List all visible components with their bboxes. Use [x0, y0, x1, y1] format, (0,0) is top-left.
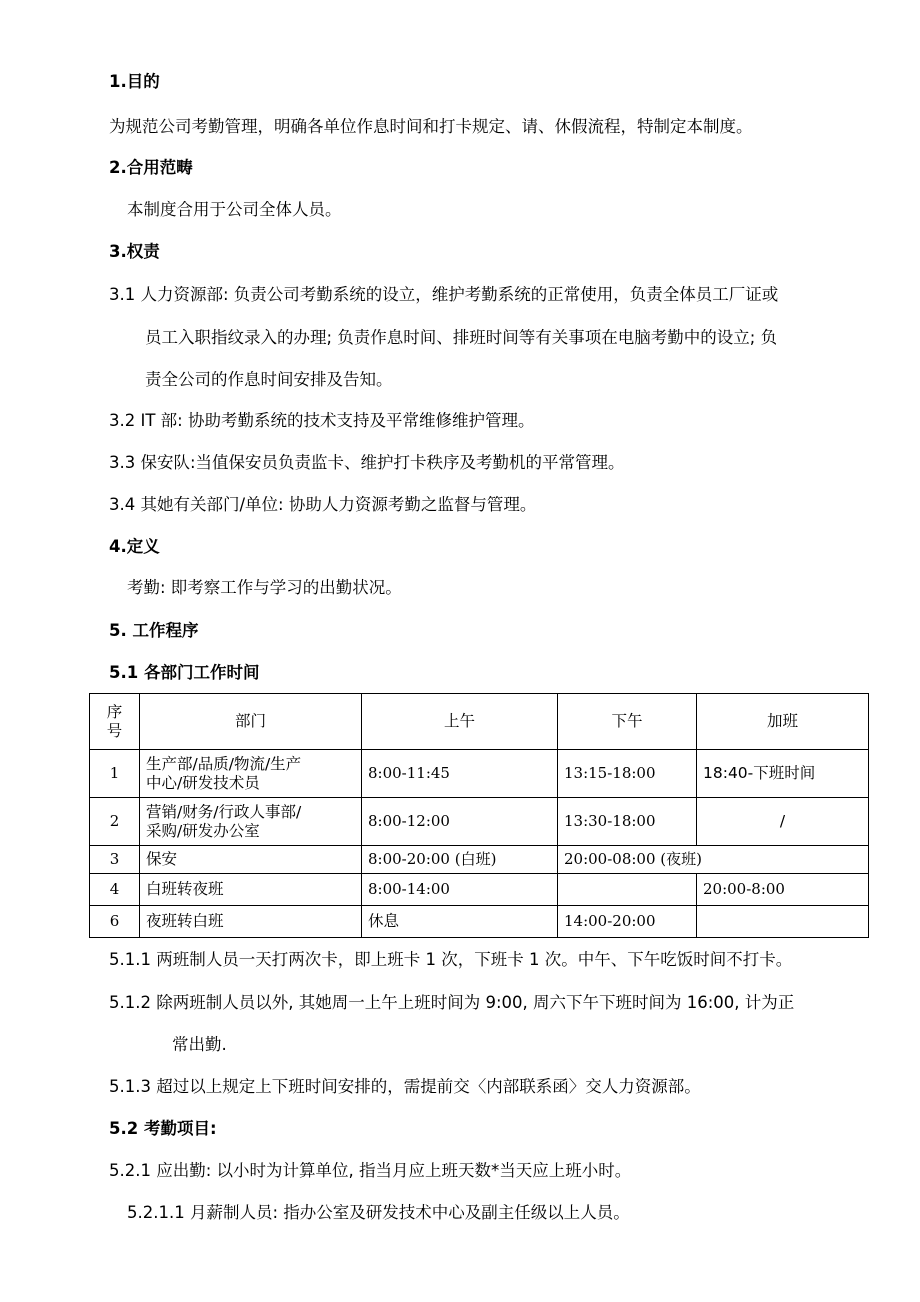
header-ot: 加班: [697, 694, 869, 750]
cell-dept: 生产部/品质/物流/生产 中心/研发技术员: [140, 750, 362, 798]
paragraph-3-3: 3.3 保安队:当值保安员负责监卡、维护打卡秩序及考勤机的平常管理。: [109, 453, 625, 472]
cell-seq: 1: [90, 750, 140, 798]
section-5-1-title: 5.1 各部门工作时间: [109, 663, 260, 682]
cell-pm: 20:00-08:00 (夜班): [558, 846, 869, 874]
header-pm: 下午: [558, 694, 697, 750]
cell-seq: 2: [90, 798, 140, 846]
cell-am: 8:00-14:00: [362, 874, 558, 906]
cell-ot: [697, 906, 869, 938]
paragraph-5-2-1-1: 5.2.1.1 月薪制人员: 指办公室及研发技术中心及副主任级以上人员。: [127, 1203, 630, 1222]
paragraph-5-1-1: 5.1.1 两班制人员一天打两次卡，即上班卡 1 次，下班卡 1 次。中午、下午吃饭时间不打卡。: [109, 950, 793, 969]
paragraph-5-1-2-line-2: 常出勤.: [172, 1035, 227, 1054]
cell-ot: 18:40-下班时间: [697, 750, 869, 798]
cell-pm: 13:30-18:00: [558, 798, 697, 846]
header-dept: 部门: [140, 694, 362, 750]
paragraph-3-2: 3.2 IT 部: 协助考勤系统的技术支持及平常维修维护管理。: [109, 411, 535, 430]
cell-ot: /: [697, 798, 869, 846]
table-row: [90, 846, 869, 874]
cell-dept: 营销/财务/行政人事部/ 采购/研发办公室: [140, 798, 362, 846]
header-am: 上午: [362, 694, 558, 750]
cell-dept: 夜班转白班: [140, 906, 362, 938]
section-3-title: 3.权责: [109, 242, 160, 261]
section-2-text: 本制度合用于公司全体人员。: [127, 200, 342, 219]
paragraph-3-4: 3.4 其她有关部门/单位: 协助人力资源考勤之监督与管理。: [109, 495, 537, 514]
table-header-row: [90, 694, 869, 750]
header-seq: 序 号: [90, 694, 140, 750]
table-row: [90, 798, 869, 846]
table-row: [90, 906, 869, 938]
cell-seq: 4: [90, 874, 140, 906]
section-1-text: 为规范公司考勤管理，明确各单位作息时间和打卡规定、请、休假流程，特制定本制度。: [109, 117, 753, 136]
cell-dept: 白班转夜班: [140, 874, 362, 906]
section-4-title: 4.定义: [109, 537, 160, 556]
cell-ot: 20:00-8:00: [697, 874, 869, 906]
cell-dept: 保安: [140, 846, 362, 874]
cell-am: 8:00-20:00 (白班): [362, 846, 558, 874]
section-2-title: 2.合用范畴: [109, 158, 193, 177]
section-5-2-title: 5.2 考勤项目:: [109, 1119, 217, 1138]
cell-pm: 14:00-20:00: [558, 906, 697, 938]
cell-am: 8:00-11:45: [362, 750, 558, 798]
work-time-table: [89, 693, 869, 938]
paragraph-5-1-3: 5.1.3 超过以上规定上下班时间安排的，需提前交〈内部联系函〉交人力资源部。: [109, 1077, 701, 1096]
cell-am: 8:00-12:00: [362, 798, 558, 846]
table-row: [90, 750, 869, 798]
paragraph-3-1-line-3: 责全公司的作息时间安排及告知。: [145, 370, 393, 389]
cell-seq: 6: [90, 906, 140, 938]
section-4-text: 考勤: 即考察工作与学习的出勤状况。: [127, 578, 402, 597]
cell-pm: 13:15-18:00: [558, 750, 697, 798]
paragraph-5-1-2-line-1: 5.1.2 除两班制人员以外, 其她周一上午上班时间为 9:00, 周六下午下班时间为 16:00, 计为正: [109, 993, 795, 1012]
table-row: [90, 874, 869, 906]
section-1-title: 1.目的: [109, 72, 160, 91]
paragraph-3-1-line-2: 员工入职指纹录入的办理; 负责作息时间、排班时间等有关事项在电脑考勤中的设立; 负: [145, 328, 778, 347]
cell-seq: 3: [90, 846, 140, 874]
section-5-title: 5. 工作程序: [109, 621, 199, 640]
cell-am: 休息: [362, 906, 558, 938]
paragraph-5-2-1: 5.2.1 应出勤: 以小时为计算单位, 指当月应上班天数*当天应上班小时。: [109, 1161, 632, 1180]
cell-pm: [558, 874, 697, 906]
paragraph-3-1-line-1: 3.1 人力资源部: 负责公司考勤系统的设立，维护考勤系统的正常使用，负责全体员工厂证或: [109, 285, 779, 304]
